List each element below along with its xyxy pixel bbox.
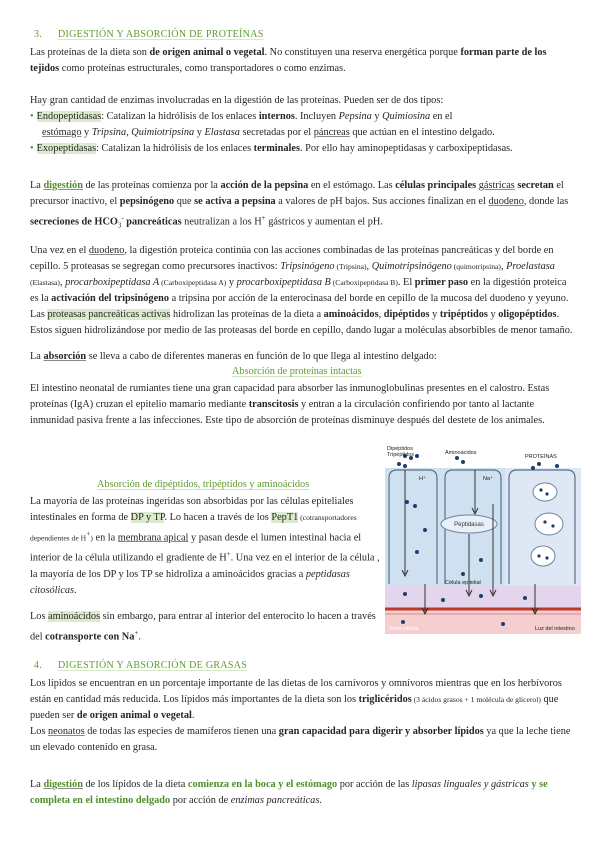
paragraph-protein-origin: Las proteínas de la dieta son de origen animal o vegetal. No constituyen una reserva energética porque forman parte de los tejidos como proteínas estructurales, como transportadores o como enzimas.	[30, 47, 547, 74]
proteins-label: PROTEÍNAS	[525, 454, 557, 460]
paragraph-peptides: La mayoría de las proteínas ingeridas son absorbidas por las células epiteliales intestinales en forma de DP y TP. Lo hacen a través de los PepT1 (cotransportadores dependientes de H+) en la membrana apical y pasan desde el lumen intestinal hacia el interior de la célula utilizando el gradiente de H+. Una vez en el interior de la célula , la mayoría de los DP y los TP se hidroliza a aminoácidos gracias a peptidasas citosólicas.	[30, 496, 380, 596]
bullet-icon: •	[30, 143, 34, 154]
blood-label: Vaso capilar	[389, 626, 419, 632]
cell-label: Célula epitelial	[445, 580, 481, 586]
sodium-label: Na⁺	[483, 476, 493, 482]
dipeptides-label: Dipéptidos	[387, 446, 413, 452]
section-heading-fats: 4. DIGESTIÓN Y ABSORCIÓN DE GRASAS	[34, 660, 248, 671]
paragraph-absorption: La absorción se lleva a cabo de diferentes maneras en función de lo que llega al intestino delgado:	[30, 351, 437, 362]
bullet-icon: •	[30, 111, 34, 122]
subheading-peptides: Absorción de dipéptidos, tripéptidos y aminoácidos	[97, 479, 310, 490]
paragraph-enzymes: Hay gran cantidad de enzimas involucradas en la digestión de las proteínas. Pueden ser de dos tipos: • Endopeptidasas: Catalizan la hidrólisis de los enlaces internos. Incluyen Pepsina y Quimiosina en el estómago y Tripsina, Quimiotripsina y Elastasa secretadas por el páncreas que actúan en el intestino delgado. • Exopeptidasas: Catalizan la hidrólisis de los enlaces terminales. Por ello hay aminopeptidasas y carboxipeptidasas.	[30, 95, 513, 154]
amino-acids-label: Aminoácidos	[445, 450, 477, 456]
term-endopeptidasas: Endopeptidasas	[36, 111, 102, 122]
section-title: DIGESTIÓN Y ABSORCIÓN DE GRASAS	[58, 660, 248, 671]
absorption-diagram	[385, 444, 581, 634]
paragraph-amino-acids: Los aminoácidos sin embargo, para entrar al interior del enterocito lo hacen a través del cotransporte con Na+.	[30, 611, 376, 643]
subheading-intact-proteins: Absorción de proteínas intactas	[232, 366, 362, 377]
paragraph-duodenum: Una vez en el duodeno, la digestión proteica continúa con las acciones combinadas de las proteínas pancreáticas y del borde en cepillo. 5 proteasas se segregan como precursores inactivos: Tripsinógeno (Tripsina), Quimotripsinógeno (quimotripsina), Proelastasa (Elastasa), procarboxipeptidasa A (Carboxipeptidasa A) y procarboxipeptidasa B (Carboxipeptidasa B). El primer paso en la digestión proteica es la activación del tripsinógeno a tripsina por acción de la enterocinasa del borde en cepillo de la mucosa del duodeno y yeyuno. Las proteasas pancreáticas activas hidrolizan las proteínas de la dieta a aminoácidos, dipéptidos y tripéptidos y oligopéptidos. Estos siguen hidrolizándose por medio de las proteasas del borde en cepillo, dando lugar a moléculas absorbibles de menor tamaño.	[30, 245, 573, 336]
paragraph-lipid-digestion: La digestión de los lípidos de la dieta comienza en la boca y el estómago por acción de las lipasas linguales y gástricas y se completa en el intestino delgado por acción de enzimas pancreáticas.	[30, 779, 548, 806]
section-title: DIGESTIÓN Y ABSORCIÓN DE PROTEÍNAS	[58, 29, 264, 40]
term-exopeptidasas: Exopeptidasas	[36, 143, 97, 154]
interstitial-region	[385, 586, 581, 608]
section-heading-proteins: 3. DIGESTIÓN Y ABSORCIÓN DE PROTEÍNAS	[34, 29, 264, 40]
paragraph-pepsin: La digestión de las proteínas comienza por la acción de la pepsina en el estómago. Las células principales gástricas secretan el precursor inactivo, el pepsinógeno que se activa a pepsina a valores de pH bajos. Sus acciones finalizan en el duodeno, donde las secreciones de $HCO_3^-$ pancreáticas neutralizan a los H+ gástricos y aumentan el pH.	[30, 180, 569, 230]
peptidases-label: Peptidasas	[454, 522, 484, 528]
lumen-label: Luz del intestino	[535, 626, 575, 632]
proton-label: H⁺	[419, 476, 426, 482]
tripeptides-label: Tripéptidos	[387, 452, 415, 458]
paragraph-lipids: Los lípidos se encuentran en un porcentaje importante de las dietas de los carnívoros y omnívoros mientras que en los herbívoros están en cantidad más reducida. Los lípidos más importantes de la dieta son los triglicéridos (3 ácidos grasos + 1 molécula de glicerol) que pueden ser de origen animal o vegetal. Los neonatos de todas las especies de mamíferos tienen una gran capacidad para digerir y absorber lípidos ya que la leche tiene un elevado contenido en grasa.	[30, 678, 571, 753]
paragraph-intact-proteins: El intestino neonatal de rumiantes tiene una gran capacidad para absorber las inmunoglobulinas presentes en el calostro. Estas proteínas (IgA) cruzan el epitelio mamario mediante transcitosis y entran a la circulación confiriendo por tanto al lactante inmunidad pasiva frente a las infecciones. Este tipo de absorción de proteínas disminuye después del destete de los animales.	[30, 383, 550, 426]
